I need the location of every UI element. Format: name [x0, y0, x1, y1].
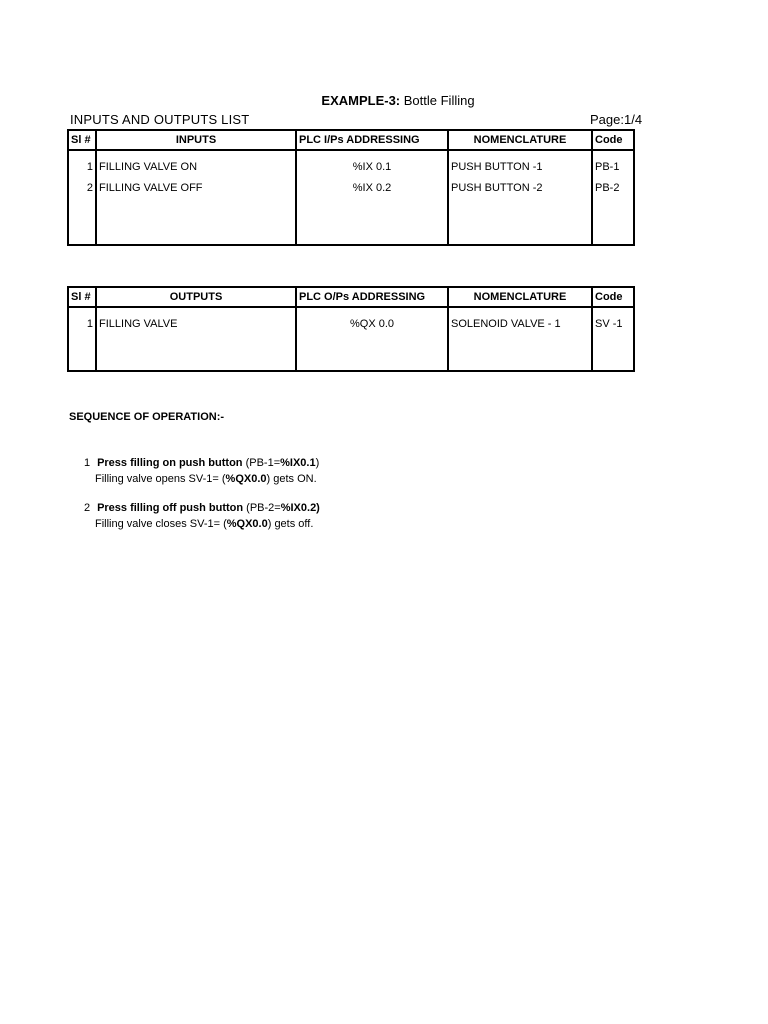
table-header-row: [68, 130, 634, 150]
table-cell: SV -1: [592, 307, 634, 339]
table-row: [68, 182, 634, 213]
table-cell: %QX 0.0: [296, 307, 448, 339]
table-cell: %IX 0.2: [296, 182, 448, 213]
table-row: [68, 307, 634, 339]
column-header: Sl #: [68, 130, 96, 150]
table-cell: FILLING VALVE OFF: [96, 182, 296, 213]
step-paren-close: ): [315, 457, 320, 469]
example-label: EXAMPLE-3:: [321, 93, 401, 108]
table-cell: SOLENOID VALVE - 1: [448, 307, 592, 339]
step-number: 1: [84, 457, 91, 469]
sequence-step-detail: [95, 518, 313, 530]
table-cell: 1: [68, 150, 96, 182]
detail-address: %QX0.0: [226, 518, 268, 530]
table-cell: %IX 0.1: [296, 150, 448, 182]
step-number: 2: [84, 502, 91, 514]
page-number: Page:1/4: [590, 112, 643, 127]
step-address: %IX0.1: [280, 457, 316, 469]
example-name: Bottle Filling: [403, 93, 475, 108]
sequence-step: [84, 457, 319, 469]
table-cell: PB-2: [592, 182, 634, 213]
column-header: Sl #: [68, 287, 96, 307]
step-paren-open: (PB-2=: [243, 502, 281, 514]
sequence-title: SEQUENCE OF OPERATION:-: [69, 411, 225, 423]
table-cell: FILLING VALVE ON: [96, 150, 296, 182]
detail-address: %QX0.0: [225, 473, 267, 485]
detail-text: ) gets off.: [267, 518, 314, 530]
sequence-step-detail: [95, 473, 317, 485]
detail-text: Filling valve opens SV-1= (: [95, 473, 226, 485]
column-header: PLC I/Ps ADDRESSING: [296, 130, 448, 150]
step-action: Press filling off push button: [97, 502, 244, 514]
column-header: NOMENCLATURE: [448, 130, 592, 150]
detail-text: ) gets ON.: [266, 473, 317, 485]
table-cell: PB-1: [592, 150, 634, 182]
outputs-table: [67, 286, 635, 372]
table-cell: 2: [68, 182, 96, 213]
column-header: INPUTS: [96, 130, 296, 150]
table-row: [68, 150, 634, 182]
step-address: %IX0.2): [280, 502, 320, 514]
list-title: INPUTS AND OUTPUTS LIST: [70, 112, 250, 127]
column-header: Code: [592, 287, 634, 307]
table-header-row: [68, 287, 634, 307]
table-cell: PUSH BUTTON -2: [448, 182, 592, 213]
step-action: Press filling on push button: [97, 457, 243, 469]
table-cell: PUSH BUTTON -1: [448, 150, 592, 182]
table-row-empty: [68, 213, 634, 245]
column-header: OUTPUTS: [96, 287, 296, 307]
example-title: [0, 93, 768, 108]
detail-text: Filling valve closes SV-1= (: [95, 518, 227, 530]
table-row-empty: [68, 339, 634, 371]
table-cell: FILLING VALVE: [96, 307, 296, 339]
inputs-table: [67, 129, 635, 246]
step-paren-open: (PB-1=: [242, 457, 281, 469]
column-header: Code: [592, 130, 634, 150]
table-cell: 1: [68, 307, 96, 339]
column-header: PLC O/Ps ADDRESSING: [296, 287, 448, 307]
sequence-step: [84, 502, 320, 514]
column-header: NOMENCLATURE: [448, 287, 592, 307]
